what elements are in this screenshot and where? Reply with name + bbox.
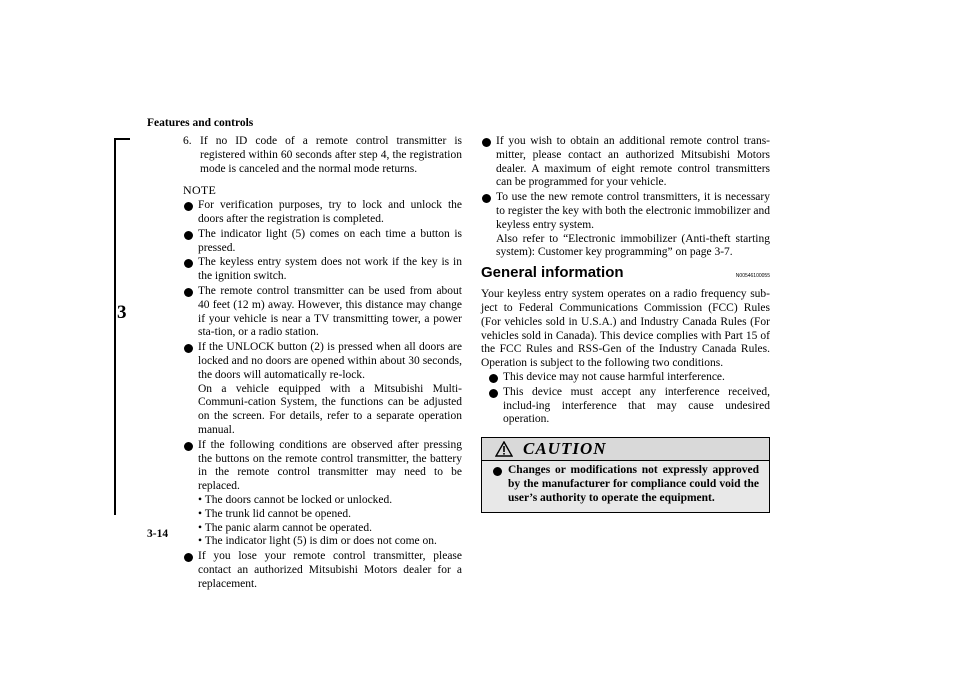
battery-condition: • The indicator light (5) is dim or does not come on. (198, 535, 437, 548)
header-rule (114, 138, 130, 140)
caution-item (492, 464, 759, 505)
step-text: If no ID code of a remote control transmitter is registered within 60 seconds after step 4, the registration mode is canceled and the normal mode returns. (200, 135, 462, 175)
bullet-icon (184, 288, 193, 297)
section-title: General information (481, 264, 624, 282)
page-number: 3-14 (147, 528, 169, 540)
caution-box (481, 437, 770, 512)
left-column (183, 135, 462, 593)
bullet-icon (489, 374, 498, 383)
bullet-icon (489, 389, 498, 398)
bullet-icon (184, 231, 193, 240)
step-6 (183, 135, 462, 176)
note-text: The indicator light (5) comes on each time a button is pressed. (198, 227, 462, 254)
note-list (183, 199, 462, 591)
condition-list (481, 371, 770, 427)
bullet-icon (184, 344, 193, 353)
bullet-icon (482, 138, 491, 147)
note-item (481, 135, 770, 190)
note-item (183, 285, 462, 340)
general-info-paragraph: Your keyless entry system operates on a radio frequency sub-ject to Federal Communications Commission (FCC) Rules (For vehicles sold in U.S.A.) and Industry Canada Rules (For vehicles sold in Canada). This device complies with Part 15 of the FCC Rules and RSS-Gen of the Industry Canada Rules. Operation is subject to the following two conditions. (481, 288, 770, 370)
note-list-continued (481, 135, 770, 260)
note-extra-text: On a vehicle equipped with a Mitsubishi Multi-Communi-cation System, the functions can be adjusted on the screen. For details, refer to a separate operation manual. (198, 382, 462, 436)
note-text: For verification purposes, try to lock and unlock the doors after the registration is completed. (198, 199, 462, 225)
bullet-icon (184, 202, 193, 211)
bullet-icon (184, 442, 193, 451)
note-item (183, 199, 462, 227)
note-item (183, 341, 462, 438)
step-number: 6. (183, 135, 192, 147)
note-item (183, 550, 462, 591)
warning-triangle-icon (495, 441, 513, 457)
section-heading (481, 266, 770, 286)
chapter-side-bar (114, 140, 116, 515)
note-text: If the following conditions are observed after pressing the buttons on the remote control transmitter, the battery in the remote control transmitter may need to be replaced. (198, 438, 462, 493)
note-text: If you wish to obtain an additional remote control trans-mitter, please contact an authorized Mitsubishi Motors dealer. A maximum of eight remote control transmitters can be programmed for your vehicle. (496, 135, 770, 189)
note-item (183, 256, 462, 284)
caution-list (492, 464, 759, 505)
chapter-number: 3 (117, 302, 127, 323)
note-item (481, 191, 770, 260)
caution-text: Changes or modifications not expressly approved by the manufacturer for compliance could void the user’s authority to operate the equipment. (508, 464, 759, 504)
bullet-icon (482, 194, 491, 203)
bullet-icon (184, 553, 193, 562)
condition-text: This device may not cause harmful interference. (503, 370, 725, 383)
note-text: The remote control transmitter can be used from about 40 feet (12 m) away. However, this distance may change if your vehicle is near a TV transmitting tower, a power sta-tion, or a radio station. (198, 284, 462, 339)
running-header: Features and controls (147, 117, 254, 129)
bullet-icon (493, 467, 502, 476)
condition-item (488, 371, 770, 385)
note-text: To use the new remote control transmitters, it is necessary to register the key with both the electronic immobilizer and keyless entry system. (496, 191, 770, 231)
note-item (183, 228, 462, 256)
note-text: If the UNLOCK button (2) is pressed when all doors are locked and no doors are opened within about 30 seconds, the doors will automatically re-lock. (198, 341, 462, 381)
condition-item (488, 386, 770, 427)
battery-condition: • The trunk lid cannot be opened. (198, 507, 351, 520)
note-extra-text: Also refer to “Electronic immobilizer (Anti-theft starting system): Customer key programming” on page 3-7. (496, 232, 770, 259)
condition-text: This device must accept any interference received, includ-ing interference that may cause undesired operation. (503, 385, 770, 426)
battery-condition: • The doors cannot be locked or unlocked. (198, 493, 393, 506)
right-column (481, 135, 770, 513)
bullet-icon (184, 259, 193, 268)
battery-condition: • The panic alarm cannot be operated. (198, 521, 372, 534)
caution-title: CAUTION (523, 439, 607, 459)
note-text: The keyless entry system does not work if the key is in the ignition switch. (198, 256, 462, 283)
note-text: If you lose your remote control transmitter, please contact an authorized Mitsubishi Motors dealer for a replacement. (198, 550, 462, 590)
section-code: N00546100055 (735, 273, 770, 280)
note-heading: NOTE (183, 183, 217, 198)
caution-body (482, 461, 769, 511)
caution-header (482, 438, 769, 461)
note-item (183, 439, 462, 549)
